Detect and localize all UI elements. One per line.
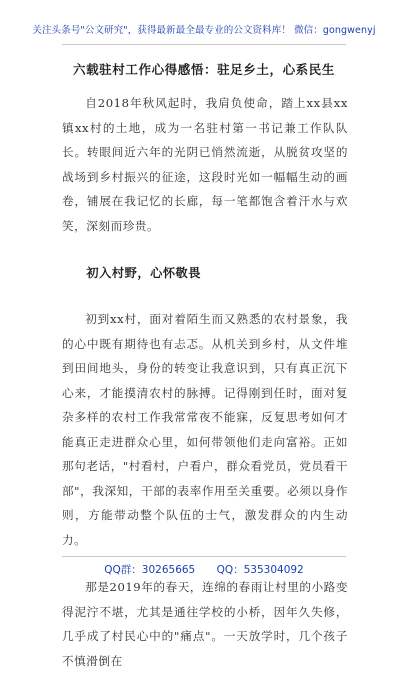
document-title: 六载驻村工作心得感悟：驻足乡土，心系民生 [72, 62, 335, 77]
header-divider [62, 44, 346, 45]
document-body [62, 91, 348, 696]
footer-divider [62, 556, 346, 557]
body-paragraph: 那是2019年的春天，连绵的春雨让村里的小路变得泥泞不堪，尤其是通往学校的小桥，因年久失修，几乎成了村民心中的"痛点"。一天放学时，几个孩子不慎滑倒在 [62, 580, 348, 668]
footer-contact: QQ群：30265665 QQ：535304092 [104, 564, 304, 576]
header-promo-text: 关注头条号"公文研究"，获得最新最全最专业的公文资料库！ 微信：gongwenyj [32, 25, 376, 36]
body-paragraph: 初到xx村，面对着陌生而又熟悉的农村景象，我的心中既有期待也有忐忑。从机关到乡村，从文件堆到田间地头，身份的转变让我意识到，只有真正沉下心来，才能摸清农村的脉搏。记得刚到任时，面对复杂多样的农村工作我常常夜不能寐，反复思考如何才能真正走进群众心里，如何带领他们走向富裕。正如那句老话，"村看村，户看户，群众看党员，党员看干部"，我深知，干部的表率作用至关重要。必须以身作则，方能带动整个队伍的士气，激发群众的内生动力。 [62, 312, 348, 547]
intro-paragraph: 自2018年秋风起时，我肩负使命，踏上xx县xx镇xx村的土地，成为一名驻村第一书记兼工作队队长。转眼间近六年的光阴已悄然流逝，从脱贫攻坚的战场到乡村振兴的征途，这段时光如一幅幅生动的画卷，铺展在我记忆的长廊，每一笔都饱含着汗水与欢笑，深刻而珍贵。 [62, 96, 348, 233]
section-heading: 初入村野，心怀敬畏 [86, 266, 202, 280]
